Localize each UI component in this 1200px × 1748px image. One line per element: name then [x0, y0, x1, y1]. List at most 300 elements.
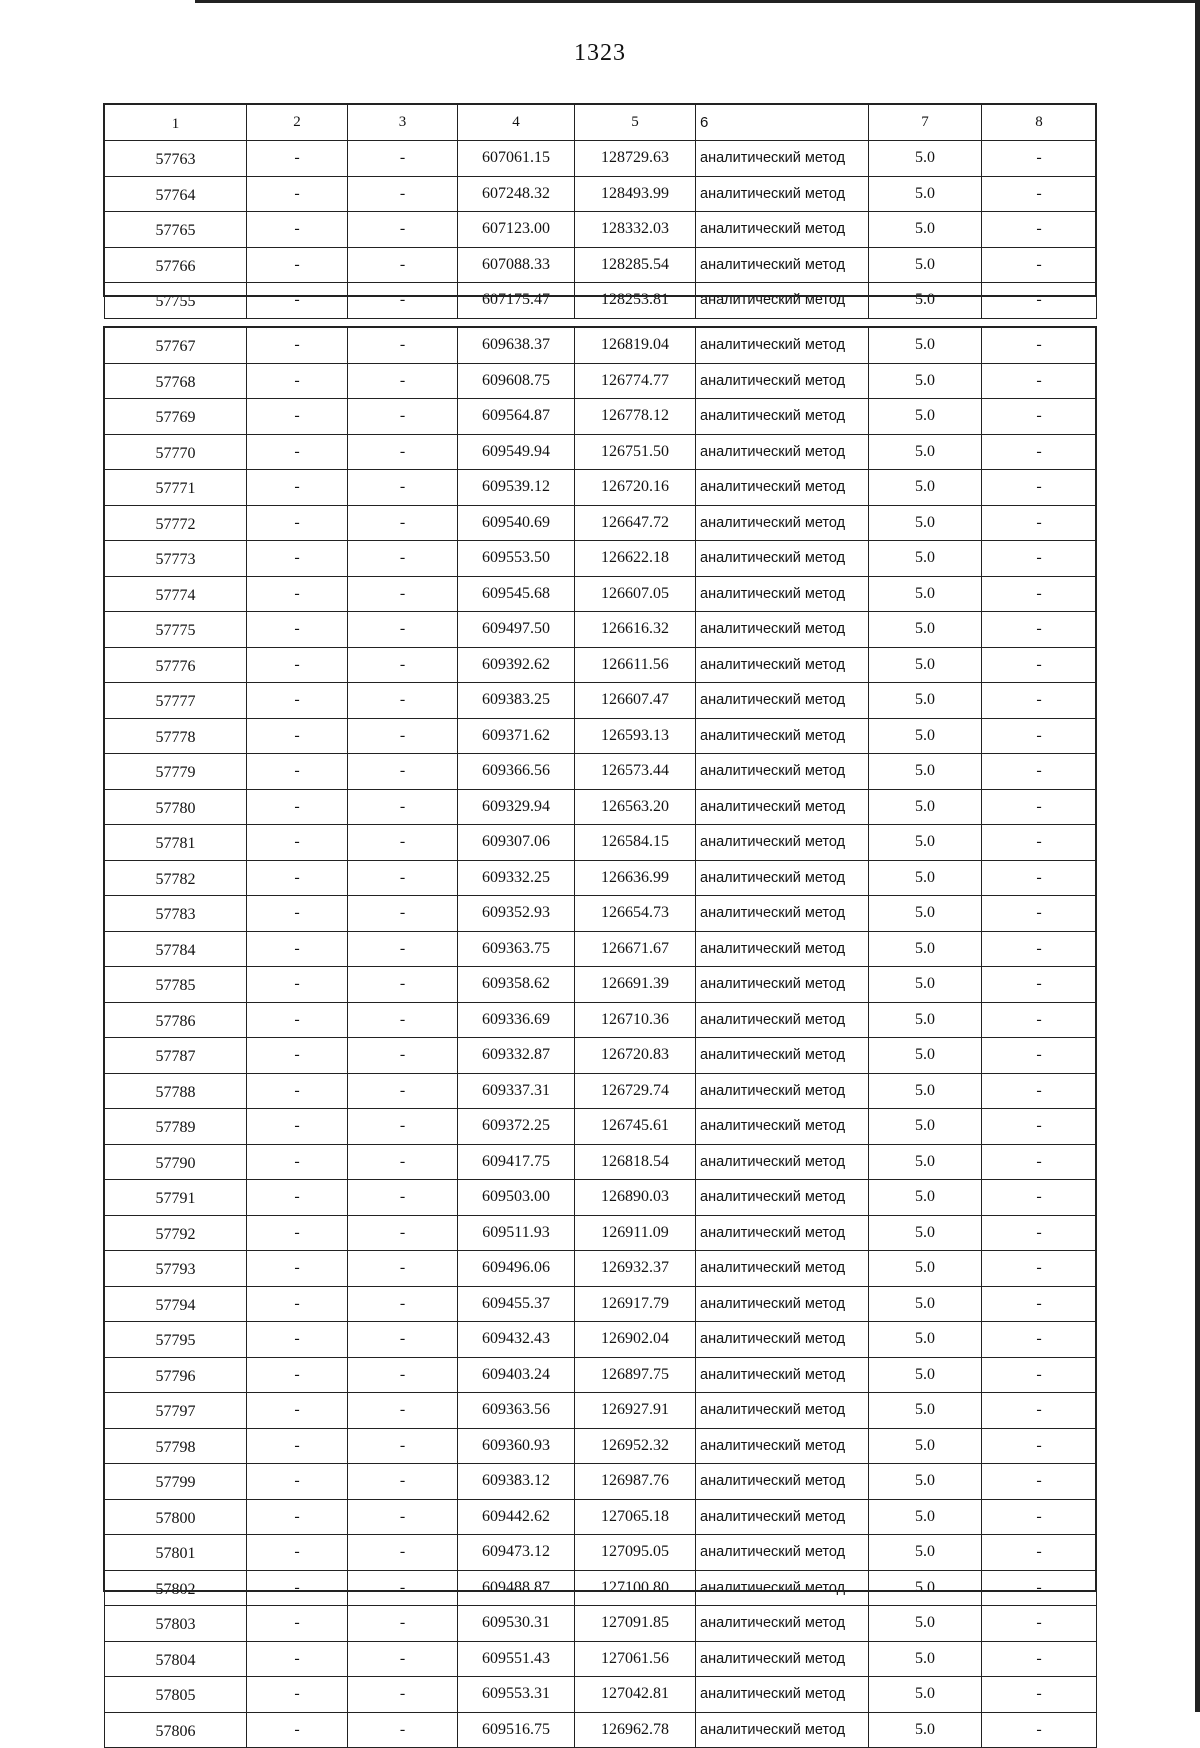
cell-col-5: 126710.36 [575, 1002, 696, 1038]
table-row [105, 647, 1097, 683]
cell-col-4: 607175.47 [458, 283, 575, 319]
cell-col-1: 57790 [105, 1144, 247, 1180]
cell-col-7: 5.0 [869, 1002, 982, 1038]
cell-col-8: - [982, 247, 1097, 283]
cell-col-4: 609332.87 [458, 1038, 575, 1074]
cell-col-8: - [982, 718, 1097, 754]
cell-col-1: 57763 [105, 141, 247, 177]
cell-col-7: 5.0 [869, 825, 982, 861]
cell-col-8: - [982, 1641, 1097, 1677]
cell-col-2: - [247, 683, 348, 719]
cell-col-2: - [247, 399, 348, 435]
cell-col-6: аналитический метод [696, 967, 869, 1003]
cell-col-2: - [247, 212, 348, 248]
cell-col-5: 128332.03 [575, 212, 696, 248]
cell-col-2: - [247, 1535, 348, 1571]
cell-col-2: - [247, 612, 348, 648]
cell-col-2: - [247, 1180, 348, 1216]
table-row [105, 1464, 1097, 1500]
cell-col-6: аналитический метод [696, 176, 869, 212]
cell-col-7: 5.0 [869, 283, 982, 319]
cell-col-4: 609553.50 [458, 541, 575, 577]
cell-col-1: 57785 [105, 967, 247, 1003]
cell-col-1: 57788 [105, 1073, 247, 1109]
cell-col-8: - [982, 612, 1097, 648]
cell-col-3: - [348, 212, 458, 248]
cell-col-4: 609332.25 [458, 860, 575, 896]
cell-col-5: 128493.99 [575, 176, 696, 212]
cell-col-8: - [982, 1499, 1097, 1535]
cell-col-6: аналитический метод [696, 247, 869, 283]
cell-col-5: 126611.56 [575, 647, 696, 683]
table-row [105, 1073, 1097, 1109]
cell-col-8: - [982, 789, 1097, 825]
cell-col-6: аналитический метод [696, 1677, 869, 1713]
cell-col-5: 126622.18 [575, 541, 696, 577]
cell-col-8: - [982, 1038, 1097, 1074]
cell-col-8: - [982, 683, 1097, 719]
table-row [105, 1357, 1097, 1393]
cell-col-6: аналитический метод [696, 1393, 869, 1429]
cell-col-3: - [348, 718, 458, 754]
cell-col-4: 609539.12 [458, 470, 575, 506]
cell-col-1: 57802 [105, 1570, 247, 1606]
cell-col-1: 57783 [105, 896, 247, 932]
cell-col-6: аналитический метод [696, 505, 869, 541]
table-row [105, 1606, 1097, 1642]
cell-col-2: - [247, 1038, 348, 1074]
cell-col-8: - [982, 1357, 1097, 1393]
cell-col-8: - [982, 967, 1097, 1003]
cell-col-6: аналитический метод [696, 718, 869, 754]
cell-col-7: 5.0 [869, 860, 982, 896]
cell-col-3: - [348, 176, 458, 212]
table-row [105, 328, 1097, 364]
cell-col-5: 126897.75 [575, 1357, 696, 1393]
cell-col-2: - [247, 1322, 348, 1358]
cell-col-5: 126593.13 [575, 718, 696, 754]
cell-col-3: - [348, 1322, 458, 1358]
table-row [105, 931, 1097, 967]
cell-col-6: аналитический метод [696, 1002, 869, 1038]
cell-col-7: 5.0 [869, 612, 982, 648]
cell-col-6: аналитический метод [696, 1322, 869, 1358]
cell-col-5: 127095.05 [575, 1535, 696, 1571]
cell-col-2: - [247, 825, 348, 861]
cell-col-6: аналитический метод [696, 1606, 869, 1642]
cell-col-1: 57765 [105, 212, 247, 248]
cell-col-7: 5.0 [869, 931, 982, 967]
cell-col-2: - [247, 754, 348, 790]
cell-col-7: 5.0 [869, 1180, 982, 1216]
scan-edge [1195, 0, 1200, 1712]
cell-col-1: 57799 [105, 1464, 247, 1500]
cell-col-4: 609383.12 [458, 1464, 575, 1500]
table-row [105, 399, 1097, 435]
cell-col-1: 57801 [105, 1535, 247, 1571]
table-row [105, 363, 1097, 399]
cell-col-7: 5.0 [869, 1215, 982, 1251]
cell-col-7: 5.0 [869, 1286, 982, 1322]
cell-col-1: 57797 [105, 1393, 247, 1429]
cell-col-4: 609511.93 [458, 1215, 575, 1251]
cell-col-7: 5.0 [869, 176, 982, 212]
cell-col-4: 609545.68 [458, 576, 575, 612]
table-row [105, 1428, 1097, 1464]
cell-col-8: - [982, 1570, 1097, 1606]
cell-col-2: - [247, 1712, 348, 1748]
cell-col-1: 57771 [105, 470, 247, 506]
cell-col-2: - [247, 141, 348, 177]
cell-col-4: 609307.06 [458, 825, 575, 861]
cell-col-3: - [348, 1499, 458, 1535]
cell-col-4: 609530.31 [458, 1606, 575, 1642]
table-row [105, 541, 1097, 577]
cell-col-2: - [247, 283, 348, 319]
cell-col-5: 126607.05 [575, 576, 696, 612]
cell-col-4: 609363.56 [458, 1393, 575, 1429]
cell-col-6: аналитический метод [696, 1499, 869, 1535]
cell-col-5: 126952.32 [575, 1428, 696, 1464]
cell-col-3: - [348, 576, 458, 612]
cell-col-7: 5.0 [869, 1322, 982, 1358]
cell-col-1: 57776 [105, 647, 247, 683]
cell-col-6: аналитический метод [696, 1570, 869, 1606]
cell-col-5: 126691.39 [575, 967, 696, 1003]
cell-col-7: 5.0 [869, 718, 982, 754]
cell-col-7: 5.0 [869, 647, 982, 683]
cell-col-3: - [348, 1002, 458, 1038]
cell-col-5: 126636.99 [575, 860, 696, 896]
cell-col-3: - [348, 1144, 458, 1180]
header-cell-8: 8 [982, 105, 1097, 141]
cell-col-2: - [247, 1286, 348, 1322]
cell-col-6: аналитический метод [696, 141, 869, 177]
cell-col-4: 609553.31 [458, 1677, 575, 1713]
cell-col-4: 609473.12 [458, 1535, 575, 1571]
cell-col-4: 609329.94 [458, 789, 575, 825]
cell-col-6: аналитический метод [696, 1712, 869, 1748]
cell-col-4: 609496.06 [458, 1251, 575, 1287]
cell-col-4: 609383.25 [458, 683, 575, 719]
cell-col-5: 126911.09 [575, 1215, 696, 1251]
cell-col-7: 5.0 [869, 1535, 982, 1571]
cell-col-8: - [982, 825, 1097, 861]
cell-col-8: - [982, 1677, 1097, 1713]
cell-col-2: - [247, 1499, 348, 1535]
cell-col-6: аналитический метод [696, 789, 869, 825]
cell-col-1: 57804 [105, 1641, 247, 1677]
cell-col-6: аналитический метод [696, 1286, 869, 1322]
cell-col-5: 126573.44 [575, 754, 696, 790]
table-row [105, 505, 1097, 541]
cell-col-3: - [348, 1641, 458, 1677]
cell-col-5: 126778.12 [575, 399, 696, 435]
cell-col-8: - [982, 1322, 1097, 1358]
table-row [105, 1286, 1097, 1322]
cell-col-1: 57795 [105, 1322, 247, 1358]
cell-col-5: 126584.15 [575, 825, 696, 861]
table-row [105, 789, 1097, 825]
cell-col-6: аналитический метод [696, 1073, 869, 1109]
cell-col-1: 57773 [105, 541, 247, 577]
cell-col-8: - [982, 1464, 1097, 1500]
cell-col-3: - [348, 1606, 458, 1642]
cell-col-4: 607248.32 [458, 176, 575, 212]
cell-col-2: - [247, 541, 348, 577]
cell-col-7: 5.0 [869, 434, 982, 470]
cell-col-3: - [348, 1677, 458, 1713]
cell-col-7: 5.0 [869, 1464, 982, 1500]
table-row [105, 967, 1097, 1003]
cell-col-8: - [982, 212, 1097, 248]
cell-col-6: аналитический метод [696, 283, 869, 319]
cell-col-5: 126902.04 [575, 1322, 696, 1358]
header-cell-2: 2 [247, 105, 348, 141]
cell-col-7: 5.0 [869, 1038, 982, 1074]
cell-col-8: - [982, 896, 1097, 932]
cell-col-1: 57794 [105, 1286, 247, 1322]
cell-col-2: - [247, 176, 348, 212]
cell-col-5: 126654.73 [575, 896, 696, 932]
header-cell-1: 1 [105, 105, 247, 141]
cell-col-2: - [247, 967, 348, 1003]
cell-col-7: 5.0 [869, 1393, 982, 1429]
cell-col-3: - [348, 683, 458, 719]
cell-col-5: 126720.16 [575, 470, 696, 506]
cell-col-7: 5.0 [869, 1641, 982, 1677]
cell-col-6: аналитический метод [696, 576, 869, 612]
cell-col-6: аналитический метод [696, 683, 869, 719]
cell-col-4: 609488.87 [458, 1570, 575, 1606]
cell-col-2: - [247, 470, 348, 506]
cell-col-8: - [982, 283, 1097, 319]
cell-col-4: 609392.62 [458, 647, 575, 683]
cell-col-7: 5.0 [869, 1499, 982, 1535]
cell-col-6: аналитический метод [696, 1428, 869, 1464]
cell-col-2: - [247, 1677, 348, 1713]
cell-col-1: 57755 [105, 283, 247, 319]
cell-col-6: аналитический метод [696, 363, 869, 399]
table-row [105, 718, 1097, 754]
cell-col-6: аналитический метод [696, 541, 869, 577]
cell-col-4: 607088.33 [458, 247, 575, 283]
cell-col-5: 126962.78 [575, 1712, 696, 1748]
cell-col-5: 126927.91 [575, 1393, 696, 1429]
cell-col-4: 609371.62 [458, 718, 575, 754]
cell-col-4: 609417.75 [458, 1144, 575, 1180]
cell-col-5: 126647.72 [575, 505, 696, 541]
cell-col-4: 609363.75 [458, 931, 575, 967]
cell-col-4: 609497.50 [458, 612, 575, 648]
coordinates-table-main [104, 327, 1097, 1748]
cell-col-6: аналитический метод [696, 470, 869, 506]
cell-col-5: 126671.67 [575, 931, 696, 967]
cell-col-8: - [982, 328, 1097, 364]
cell-col-8: - [982, 399, 1097, 435]
cell-col-3: - [348, 1464, 458, 1500]
cell-col-8: - [982, 141, 1097, 177]
cell-col-7: 5.0 [869, 399, 982, 435]
cell-col-3: - [348, 967, 458, 1003]
cell-col-2: - [247, 1073, 348, 1109]
cell-col-2: - [247, 1251, 348, 1287]
table-row [105, 754, 1097, 790]
table-row [105, 1002, 1097, 1038]
cell-col-1: 57775 [105, 612, 247, 648]
cell-col-8: - [982, 434, 1097, 470]
cell-col-4: 609432.43 [458, 1322, 575, 1358]
cell-col-8: - [982, 1215, 1097, 1251]
cell-col-2: - [247, 576, 348, 612]
table-row [105, 1393, 1097, 1429]
cell-col-2: - [247, 860, 348, 896]
cell-col-6: аналитический метод [696, 212, 869, 248]
header-cell-4: 4 [458, 105, 575, 141]
cell-col-3: - [348, 505, 458, 541]
cell-col-8: - [982, 505, 1097, 541]
coordinates-table-top [104, 104, 1097, 319]
cell-col-1: 57772 [105, 505, 247, 541]
cell-col-8: - [982, 541, 1097, 577]
cell-col-4: 609337.31 [458, 1073, 575, 1109]
cell-col-7: 5.0 [869, 896, 982, 932]
cell-col-4: 607123.00 [458, 212, 575, 248]
header-cell-5: 5 [575, 105, 696, 141]
cell-col-6: аналитический метод [696, 434, 869, 470]
cell-col-8: - [982, 1393, 1097, 1429]
cell-col-2: - [247, 505, 348, 541]
cell-col-6: аналитический метод [696, 612, 869, 648]
cell-col-8: - [982, 754, 1097, 790]
cell-col-4: 609516.75 [458, 1712, 575, 1748]
cell-col-6: аналитический метод [696, 1641, 869, 1677]
cell-col-7: 5.0 [869, 754, 982, 790]
cell-col-8: - [982, 470, 1097, 506]
cell-col-1: 57778 [105, 718, 247, 754]
cell-col-3: - [348, 399, 458, 435]
cell-col-2: - [247, 896, 348, 932]
table-row [105, 212, 1097, 248]
table-header-row [105, 105, 1097, 141]
cell-col-3: - [348, 754, 458, 790]
cell-col-6: аналитический метод [696, 399, 869, 435]
cell-col-6: аналитический метод [696, 896, 869, 932]
cell-col-1: 57786 [105, 1002, 247, 1038]
cell-col-7: 5.0 [869, 683, 982, 719]
cell-col-7: 5.0 [869, 1606, 982, 1642]
cell-col-6: аналитический метод [696, 1464, 869, 1500]
cell-col-6: аналитический метод [696, 1038, 869, 1074]
cell-col-5: 128285.54 [575, 247, 696, 283]
cell-col-1: 57796 [105, 1357, 247, 1393]
cell-col-8: - [982, 1286, 1097, 1322]
cell-col-1: 57769 [105, 399, 247, 435]
cell-col-8: - [982, 1251, 1097, 1287]
cell-col-2: - [247, 1606, 348, 1642]
table-row [105, 1677, 1097, 1713]
cell-col-8: - [982, 647, 1097, 683]
page-number: 1323 [574, 40, 626, 66]
cell-col-4: 609366.56 [458, 754, 575, 790]
cell-col-3: - [348, 789, 458, 825]
cell-col-4: 609403.24 [458, 1357, 575, 1393]
cell-col-1: 57780 [105, 789, 247, 825]
cell-col-1: 57767 [105, 328, 247, 364]
cell-col-3: - [348, 1038, 458, 1074]
cell-col-1: 57805 [105, 1677, 247, 1713]
cell-col-7: 5.0 [869, 470, 982, 506]
cell-col-6: аналитический метод [696, 1251, 869, 1287]
table-row [105, 247, 1097, 283]
cell-col-4: 609503.00 [458, 1180, 575, 1216]
cell-col-3: - [348, 1286, 458, 1322]
cell-col-7: 5.0 [869, 1073, 982, 1109]
cell-col-4: 609608.75 [458, 363, 575, 399]
cell-col-3: - [348, 1251, 458, 1287]
header-cell-3: 3 [348, 105, 458, 141]
cell-col-1: 57803 [105, 1606, 247, 1642]
cell-col-1: 57766 [105, 247, 247, 283]
cell-col-7: 5.0 [869, 576, 982, 612]
table-row [105, 176, 1097, 212]
cell-col-3: - [348, 283, 458, 319]
table-row [105, 1322, 1097, 1358]
cell-col-7: 5.0 [869, 1428, 982, 1464]
header-cell-6: 6 [696, 105, 869, 141]
cell-col-5: 126987.76 [575, 1464, 696, 1500]
table-row [105, 470, 1097, 506]
cell-col-8: - [982, 176, 1097, 212]
cell-col-3: - [348, 1109, 458, 1145]
table-row [105, 896, 1097, 932]
cell-col-5: 127100.80 [575, 1570, 696, 1606]
table-row [105, 434, 1097, 470]
cell-col-1: 57806 [105, 1712, 247, 1748]
cell-col-2: - [247, 1002, 348, 1038]
cell-col-6: аналитический метод [696, 754, 869, 790]
cell-col-7: 5.0 [869, 967, 982, 1003]
cell-col-5: 126745.61 [575, 1109, 696, 1145]
cell-col-4: 609551.43 [458, 1641, 575, 1677]
cell-col-3: - [348, 825, 458, 861]
cell-col-5: 126917.79 [575, 1286, 696, 1322]
cell-col-7: 5.0 [869, 505, 982, 541]
cell-col-3: - [348, 1535, 458, 1571]
cell-col-3: - [348, 363, 458, 399]
cell-col-4: 609638.37 [458, 328, 575, 364]
table-row [105, 1251, 1097, 1287]
cell-col-5: 126890.03 [575, 1180, 696, 1216]
cell-col-7: 5.0 [869, 1570, 982, 1606]
table-row [105, 825, 1097, 861]
cell-col-8: - [982, 363, 1097, 399]
cell-col-7: 5.0 [869, 789, 982, 825]
cell-col-4: 609372.25 [458, 1109, 575, 1145]
cell-col-6: аналитический метод [696, 328, 869, 364]
cell-col-2: - [247, 1641, 348, 1677]
cell-col-1: 57800 [105, 1499, 247, 1535]
cell-col-2: - [247, 647, 348, 683]
cell-col-3: - [348, 541, 458, 577]
cell-col-1: 57764 [105, 176, 247, 212]
cell-col-1: 57774 [105, 576, 247, 612]
cell-col-4: 607061.15 [458, 141, 575, 177]
cell-col-5: 126607.47 [575, 683, 696, 719]
cell-col-3: - [348, 247, 458, 283]
cell-col-8: - [982, 1535, 1097, 1571]
cell-col-3: - [348, 647, 458, 683]
